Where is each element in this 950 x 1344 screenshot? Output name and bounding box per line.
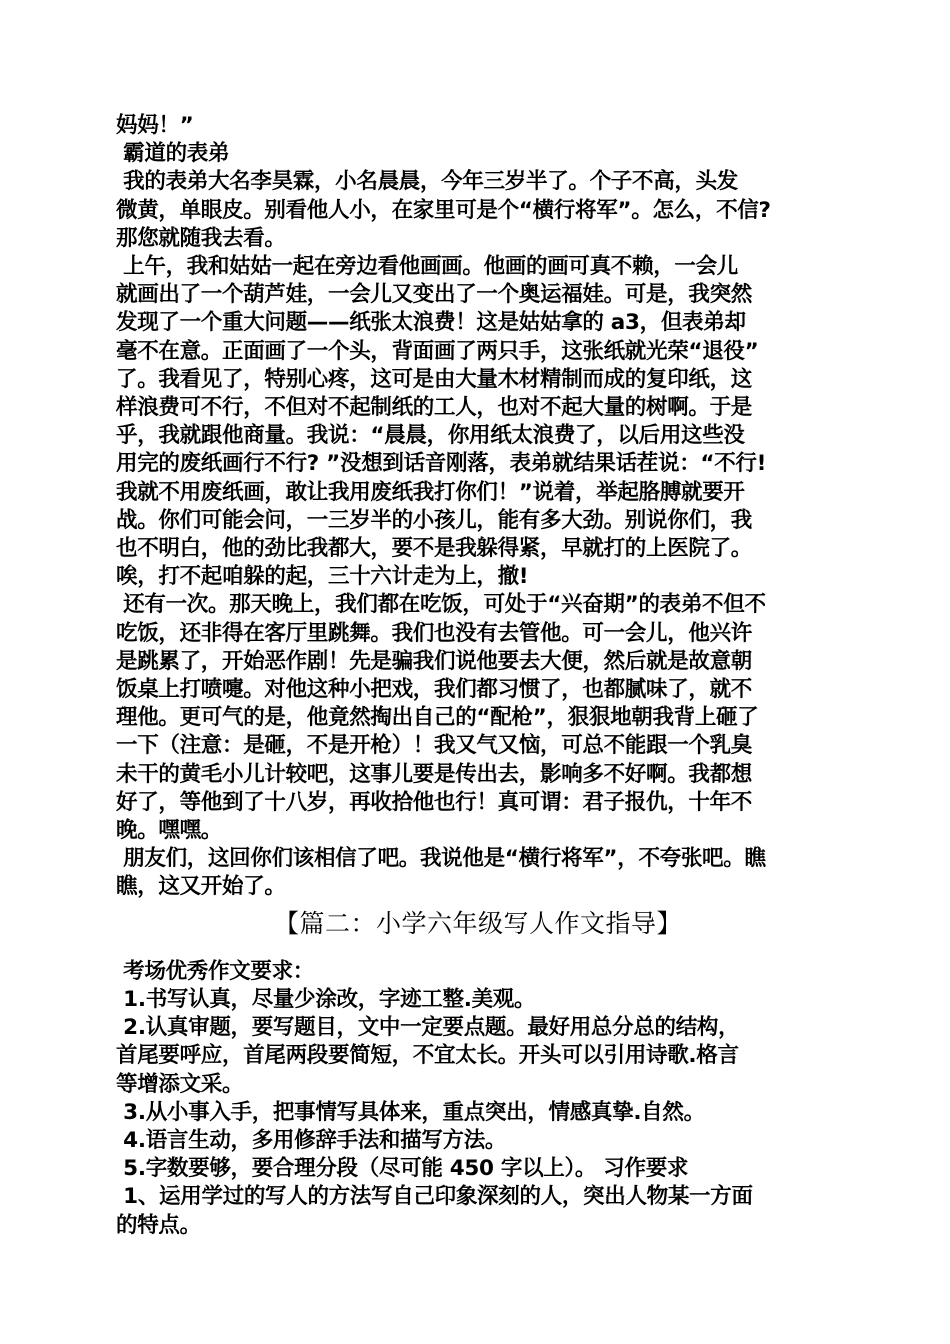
- essay-body: [116, 112, 840, 902]
- text-line: 我就不用废纸画，敢让我用废纸我打你们！”说着，举起胳膊就要开: [116, 479, 745, 505]
- text-line: 好了，等他到了十八岁，再收拾他也行！真可谓：君子报仇，十年不: [116, 789, 753, 815]
- text-line: 考场优秀作文要求：: [116, 958, 314, 984]
- text-line: 那您就随我去看。: [116, 225, 286, 251]
- text-line: 了。我看见了，特别心疼，这可是由大量木材精制而成的复印纸，这: [116, 366, 753, 392]
- guidance-body: [116, 958, 840, 1240]
- text-line: 毫不在意。正面画了一个头，背面画了两只手，这张纸就光荣“退役”: [116, 338, 759, 364]
- text-line: 上午，我和姑姑一起在旁边看他画画。他画的画可真不赖，一会儿: [116, 254, 738, 280]
- text-line: 瞧，这又开始了。: [116, 874, 286, 900]
- text-line: 未干的黄毛小儿计较吧，这事儿要是传出去，影响多不好啊。我都想: [116, 761, 753, 787]
- text-line: 霸道的表弟: [116, 141, 230, 167]
- text-line: 理他。更可气的是，他竟然掏出自己的“配枪”，狠狠地朝我背上砸了: [116, 705, 759, 731]
- text-line: 样浪费可不行，不但对不起制纸的工人，也对不起大量的树啊。于是: [116, 395, 753, 421]
- text-line: 还有一次。那天晚上，我们都在吃饭，可处于“兴奋期”的表弟不但不: [116, 592, 766, 618]
- section-heading: 【篇二：小学六年级写人作文指导】: [273, 908, 682, 938]
- text-line: 妈妈！”: [116, 113, 194, 138]
- document-page: [116, 112, 840, 1240]
- text-line: 朋友们，这回你们该相信了吧。我说他是“横行将军”，不夸张吧。瞧: [116, 846, 766, 872]
- text-line: 是跳累了，开始恶作剧！先是骗我们说他要去大便，然后就是故意朝: [116, 648, 753, 674]
- text-line: 用完的废纸画行不行? ”没想到话音刚落，表弟就结果话茬说：“不行!: [116, 451, 767, 477]
- text-line: 等增添文采。: [116, 1071, 244, 1097]
- text-line: 3.从小事入手，把事情写具体来，重点突出，情感真挚.自然。: [116, 1099, 705, 1125]
- text-line: 晚。嘿嘿。: [116, 818, 223, 844]
- text-line: 1、运用学过的写人的方法写自己印象深刻的人，突出人物某一方面: [116, 1184, 753, 1210]
- text-line: 一下（注意：是砸，不是开枪）！我又气又恼，可总不能跟一个乳臭: [116, 733, 753, 759]
- text-line: 吃饭，还非得在客厅里跳舞。我们也没有去管他。可一会儿，他兴许: [116, 620, 753, 646]
- text-line: 发现了一个重大问题——纸张太浪费！这是姑姑拿的 a3，但表弟却: [116, 310, 746, 336]
- text-line: 4.语言生动，多用修辞手法和描写方法。: [116, 1127, 507, 1153]
- text-line: 2.认真审题，要写题目，文中一定要点题。最好用总分总的结构，: [116, 1015, 740, 1041]
- text-line: 也不明白，他的劲比我都大，要不是我躲得紧，早就打的上医院了。: [116, 536, 753, 562]
- text-line: 乎，我就跟他商量。我说：“晨晨，你用纸太浪费了，以后用这些没: [116, 423, 745, 449]
- text-line: 唉，打不起咱躲的起，三十六计走为上，撤!: [116, 564, 529, 590]
- text-line: 5.字数要够，要合理分段（尽可能 450 字以上）。 习作要求: [116, 1156, 689, 1182]
- text-line: 1.书写认真，尽量少涂改，字迹工整.美观。: [116, 986, 536, 1012]
- text-line: 首尾要呼应，首尾两段要简短，不宜太长。开头可以引用诗歌.格言: [116, 1043, 739, 1069]
- text-line: 微黄，单眼皮。别看他人小，在家里可是个“横行将军”。怎么，不信?: [116, 197, 771, 223]
- text-line: 就画出了一个葫芦娃，一会儿又变出了一个奥运福娃。可是，我突然: [116, 282, 753, 308]
- text-line: 的特点。: [116, 1212, 201, 1238]
- text-line: 战。你们可能会问，一三岁半的小孩儿，能有多大劲。别说你们，我: [116, 507, 753, 533]
- text-line: 饭桌上打喷嚏。对他这种小把戏，我们都习惯了，也都腻味了，就不: [116, 677, 753, 703]
- text-line: 我的表弟大名李昊霖，小名晨晨，今年三岁半了。个子不高，头发: [116, 169, 738, 195]
